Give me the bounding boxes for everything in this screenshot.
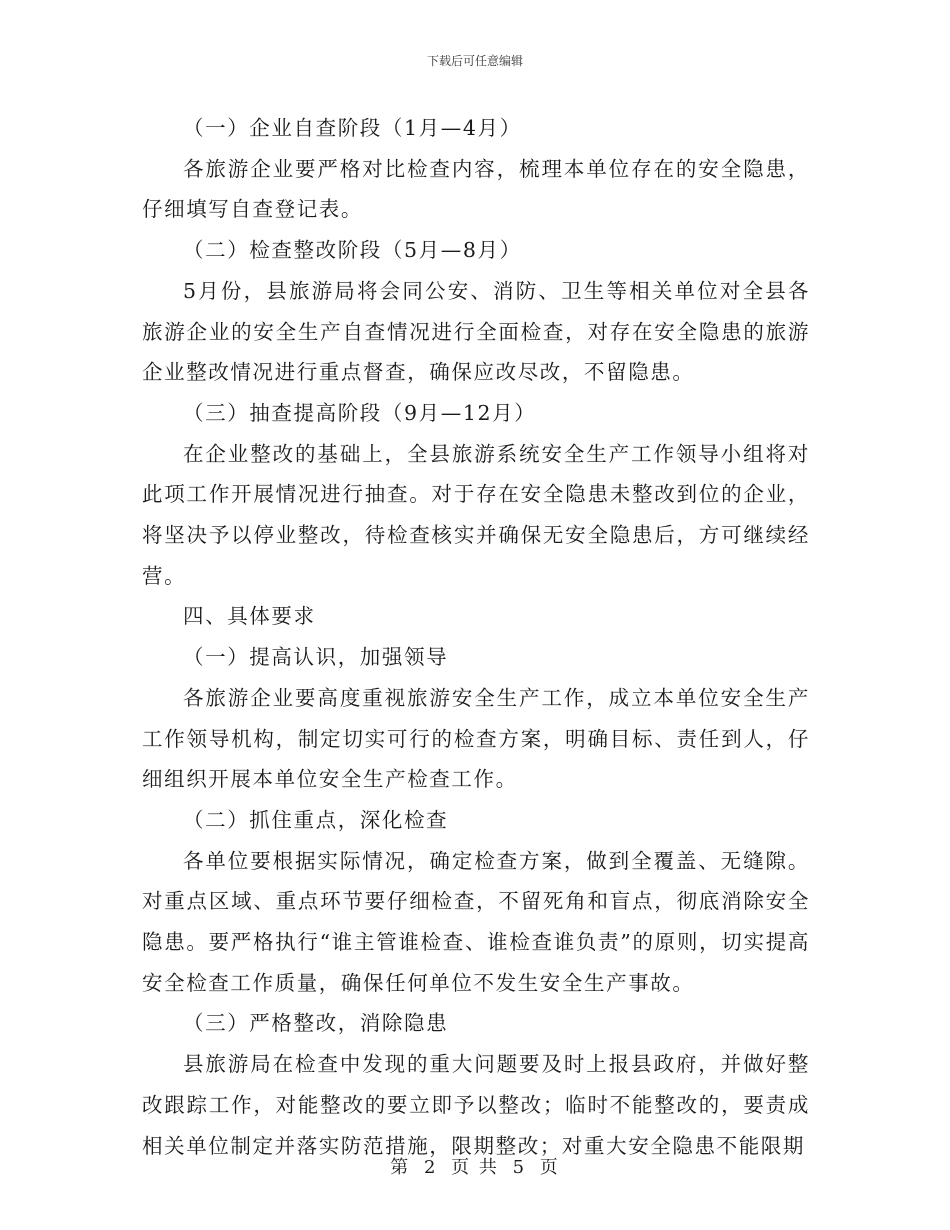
section-heading-requirements: 四、具体要求 [183, 604, 316, 629]
document-body [142, 108, 810, 1166]
subheading-rectification: （三）严格整改，消除隐患 [183, 1011, 449, 1036]
page-header: 下载后可任意编辑 [426, 54, 523, 68]
footer-page-number: 2 [423, 1157, 438, 1178]
page-footer [0, 1153, 950, 1179]
section-heading-spot-check: （三）抽查提高阶段（9月—12月） [183, 400, 537, 425]
paragraph-spot-check: 在企业整改的基础上，全县旅游系统安全生产工作领导小组将对此项工作开展情况进行抽查。对于存在安全隐患未整改到位的企业，将坚决予以停业整改，待检查核实并确保无安全隐患后，方可继续经营。 [142, 441, 810, 588]
subheading-awareness: （一）提高认识，加强领导 [183, 645, 449, 670]
footer-suffix: 页 [539, 1157, 560, 1178]
paragraph-inspection: 5月份，县旅游局将会同公安、消防、卫生等相关单位对全县各旅游企业的安全生产自查情况进行全面检查，对存在安全隐患的旅游企业整改情况进行重点督查，确保应改尽改，不留隐患。 [142, 278, 810, 385]
paragraph-self-check: 各旅游企业要严格对比检查内容，梳理本单位存在的安全隐患，仔细填写自查登记表。 [142, 156, 810, 222]
paragraph-rectification: 县旅游局在检查中发现的重大问题要及时上报县政府，并做好整改跟踪工作，对能整改的要立即予以整改；临时不能整改的，要责成相关单位制定并落实防范措施，限期整改；对重大安全隐患不能限期 [142, 1052, 810, 1158]
subheading-focus: （二）抓住重点，深化检查 [183, 807, 449, 832]
paragraph-focus: 各单位要根据实际情况，确定检查方案，做到全覆盖、无缝隙。对重点区域、重点环节要仔细检查，不留死角和盲点，彻底消除安全隐患。要严格执行“谁主管谁检查、谁检查谁负责”的原则，切实提高安全检查工作质量，确保任何单位不发生安全生产事故。 [142, 848, 810, 995]
footer-prefix: 第 [390, 1157, 411, 1178]
footer-middle: 页 共 [451, 1157, 499, 1178]
section-heading-self-check: （一）企业自查阶段（1月—4月） [183, 116, 522, 140]
section-heading-inspection: （二）检查整改阶段（5月—8月） [183, 238, 522, 263]
paragraph-awareness: 各旅游企业要高度重视旅游安全生产工作，成立本单位安全生产工作领导机构，制定切实可行的检查方案，明确目标、责任到人，仔细组织开展本单位安全生产检查工作。 [142, 685, 810, 792]
footer-total-pages: 5 [512, 1157, 527, 1178]
